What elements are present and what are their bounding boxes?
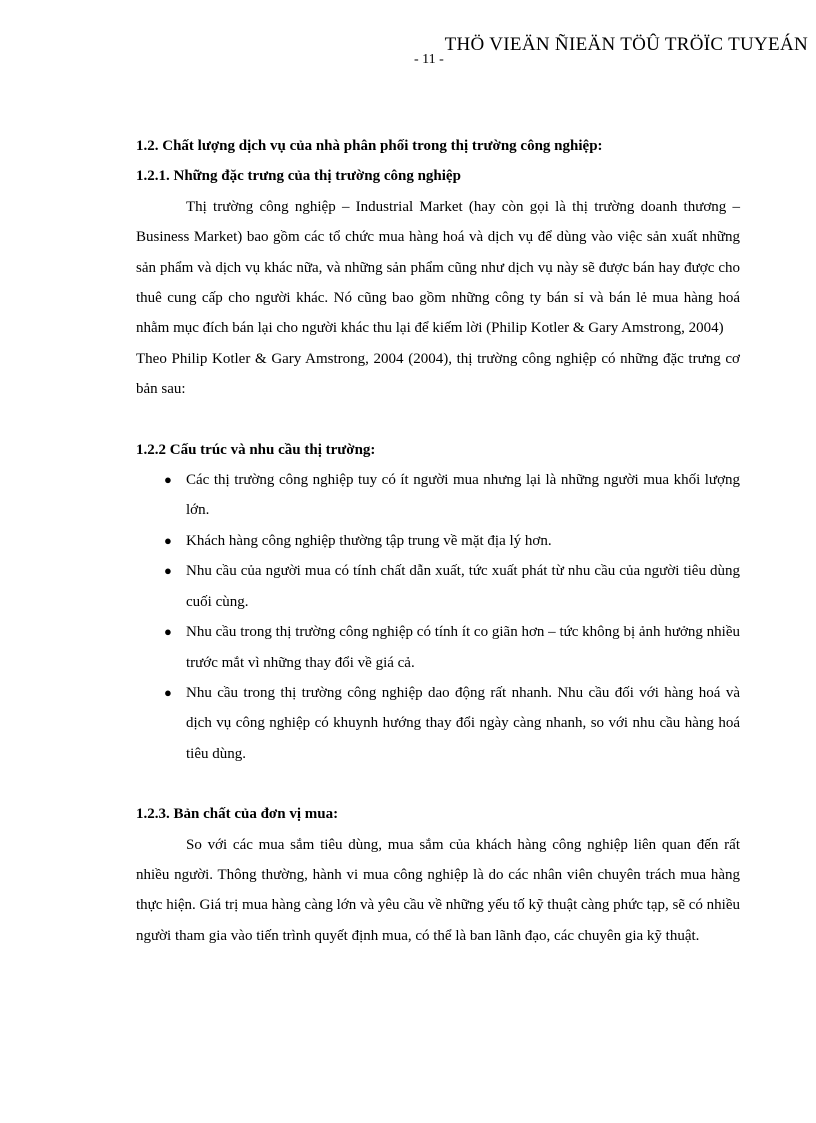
page-number: - 11 - [414,52,444,67]
section-1-2-2-heading: 1.2.2 Cấu trúc và nhu cầu thị trường: [136,441,376,458]
section-1-2-1-paragraph-2: Theo Philip Kotler & Gary Amstrong, 2004 (2004), thị trường công nghiệp có những đặc trưng cơ bản sau: [136,350,740,398]
list-item-text: Nhu cầu của người mua có tính chất dẫn xuất, tức xuất phát từ nhu cầu của người tiêu dùng cuối cùng. [186,563,740,610]
list-item [136,465,740,526]
list-item-text: Khách hàng công nghiệp thường tập trung về mặt địa lý hơn. [186,532,552,549]
library-watermark: THÖ VIEÄN ÑIEÄN TÖÛ TRÖÏC TUYEÁN [444,34,808,55]
market-structure-list [136,465,740,769]
list-item-text: Nhu cầu trong thị trường công nghiệp có tính ít co giãn hơn – tức không bị ảnh hưởng nhiều trước mắt vì những thay đổi về giá cả. [186,624,740,671]
list-item-text: Nhu cầu trong thị trường công nghiệp dao động rất nhanh. Nhu cầu đối với hàng hoá và dịch vụ công nghiệp có khuynh hướng thay đổi ngày càng nhanh, so với nhu cầu hàng hoá tiêu dùng. [186,684,740,762]
list-item [136,678,740,769]
document-body [136,131,740,951]
list-item [136,526,740,556]
spacer [136,405,740,435]
bullet-icon: ● [164,472,172,488]
list-item-text: Các thị trường công nghiệp tuy có ít người mua nhưng lại là những người mua khối lượng lớn. [186,472,740,519]
section-1-2-1-paragraph-1: Thị trường công nghiệp – Industrial Market (hay còn gọi là thị trường doanh thương – Business Market) bao gồm các tổ chức mua hàng hoá và dịch vụ để dùng vào việc sản xuất những sản phẩm và dịch vụ khác nữa, và những sản phẩm cũng như dịch vụ này sẽ được bán hay được cho thuê cung cấp cho người khác. Nó cũng bao gồm những công ty bán sỉ và bán lẻ mua hàng hoá nhằm mục đích bán lại cho người khác thu lại để kiếm lời (Philip Kotler & Gary Amstrong, 2004) [136,198,740,337]
bullet-icon: ● [164,563,172,579]
list-item [136,556,740,617]
list-item [136,617,740,678]
bullet-icon: ● [164,684,172,700]
section-1-2-3-paragraph-1: So với các mua sắm tiêu dùng, mua sắm của khách hàng công nghiệp liên quan đến rất nhiều người. Thông thường, hành vi mua công nghiệp là do các nhân viên chuyên trách mua hàng thực hiện. Giá trị mua hàng càng lớn và yêu cầu về những yếu tố kỹ thuật càng phức tạp, sẽ có nhiều người tham gia vào tiến trình quyết định mua, có thể là ban lãnh đạo, các chuyên gia kỹ thuật. [136,836,740,944]
bullet-icon: ● [164,624,172,640]
section-1-2-1-heading: 1.2.1. Những đặc trưng của thị trường công nghiệp [136,168,461,185]
spacer [136,769,740,799]
bullet-icon: ● [164,532,172,548]
section-1-2-3-heading: 1.2.3. Bản chất của đơn vị mua: [136,806,339,823]
section-1-2-heading: 1.2. Chất lượng dịch vụ của nhà phân phối trong thị trường công nghiệp: [136,138,603,154]
